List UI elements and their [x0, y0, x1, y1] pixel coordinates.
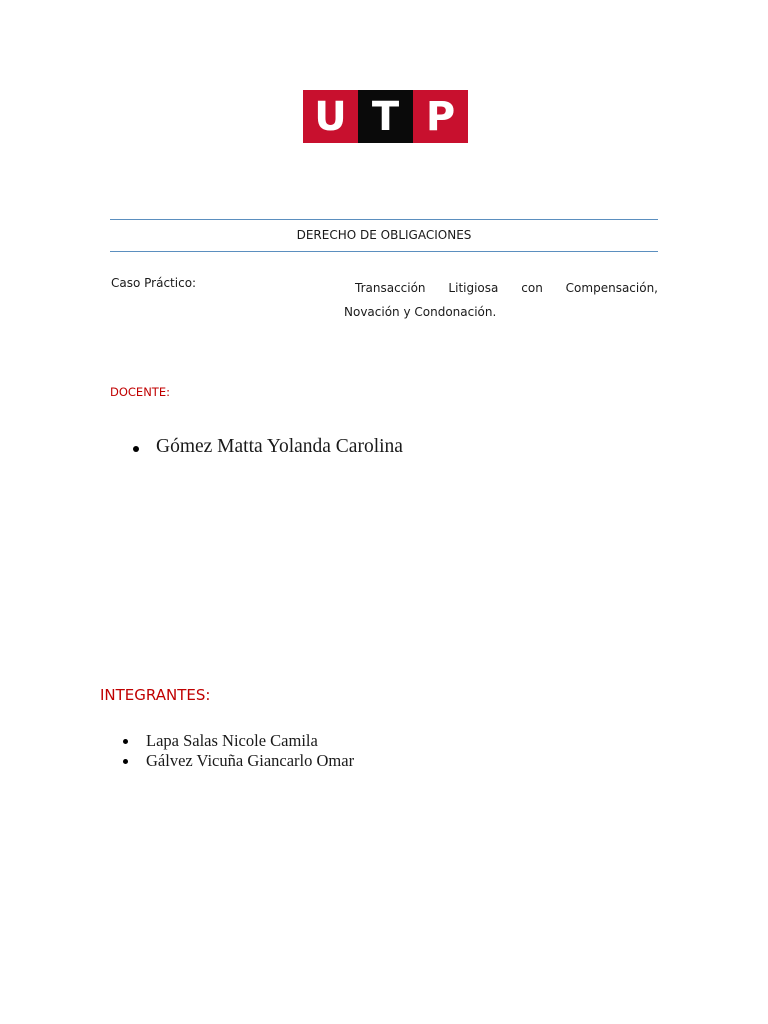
bullet-icon — [123, 759, 128, 764]
title-top-rule — [110, 219, 658, 220]
logo-letter-t: T — [358, 90, 413, 143]
docente-item — [156, 436, 403, 458]
course-title: DERECHO DE OBLIGACIONES — [296, 228, 472, 242]
integrante-item — [146, 731, 354, 751]
bullet-icon — [133, 446, 139, 452]
case-label: Caso Práctico: — [111, 276, 197, 290]
logo-letter-p: P — [413, 90, 468, 143]
bullet-icon — [123, 739, 128, 744]
docente-list — [156, 436, 403, 458]
docente-name: Gómez Matta Yolanda Carolina — [156, 436, 403, 457]
integrante-name: Lapa Salas Nicole Camila — [146, 731, 318, 750]
integrantes-list — [146, 731, 354, 771]
integrantes-label: INTEGRANTES: — [100, 686, 211, 704]
integrante-item — [146, 751, 354, 771]
utp-logo — [303, 90, 468, 143]
integrante-name: Gálvez Vicuña Giancarlo Omar — [146, 751, 355, 770]
title-bottom-rule — [110, 251, 658, 252]
docente-label: DOCENTE: — [110, 385, 170, 399]
case-value: Transacción Litigiosa con Compensación, Novación y Condonación. — [344, 281, 658, 319]
logo-letter-u: U — [303, 90, 358, 143]
